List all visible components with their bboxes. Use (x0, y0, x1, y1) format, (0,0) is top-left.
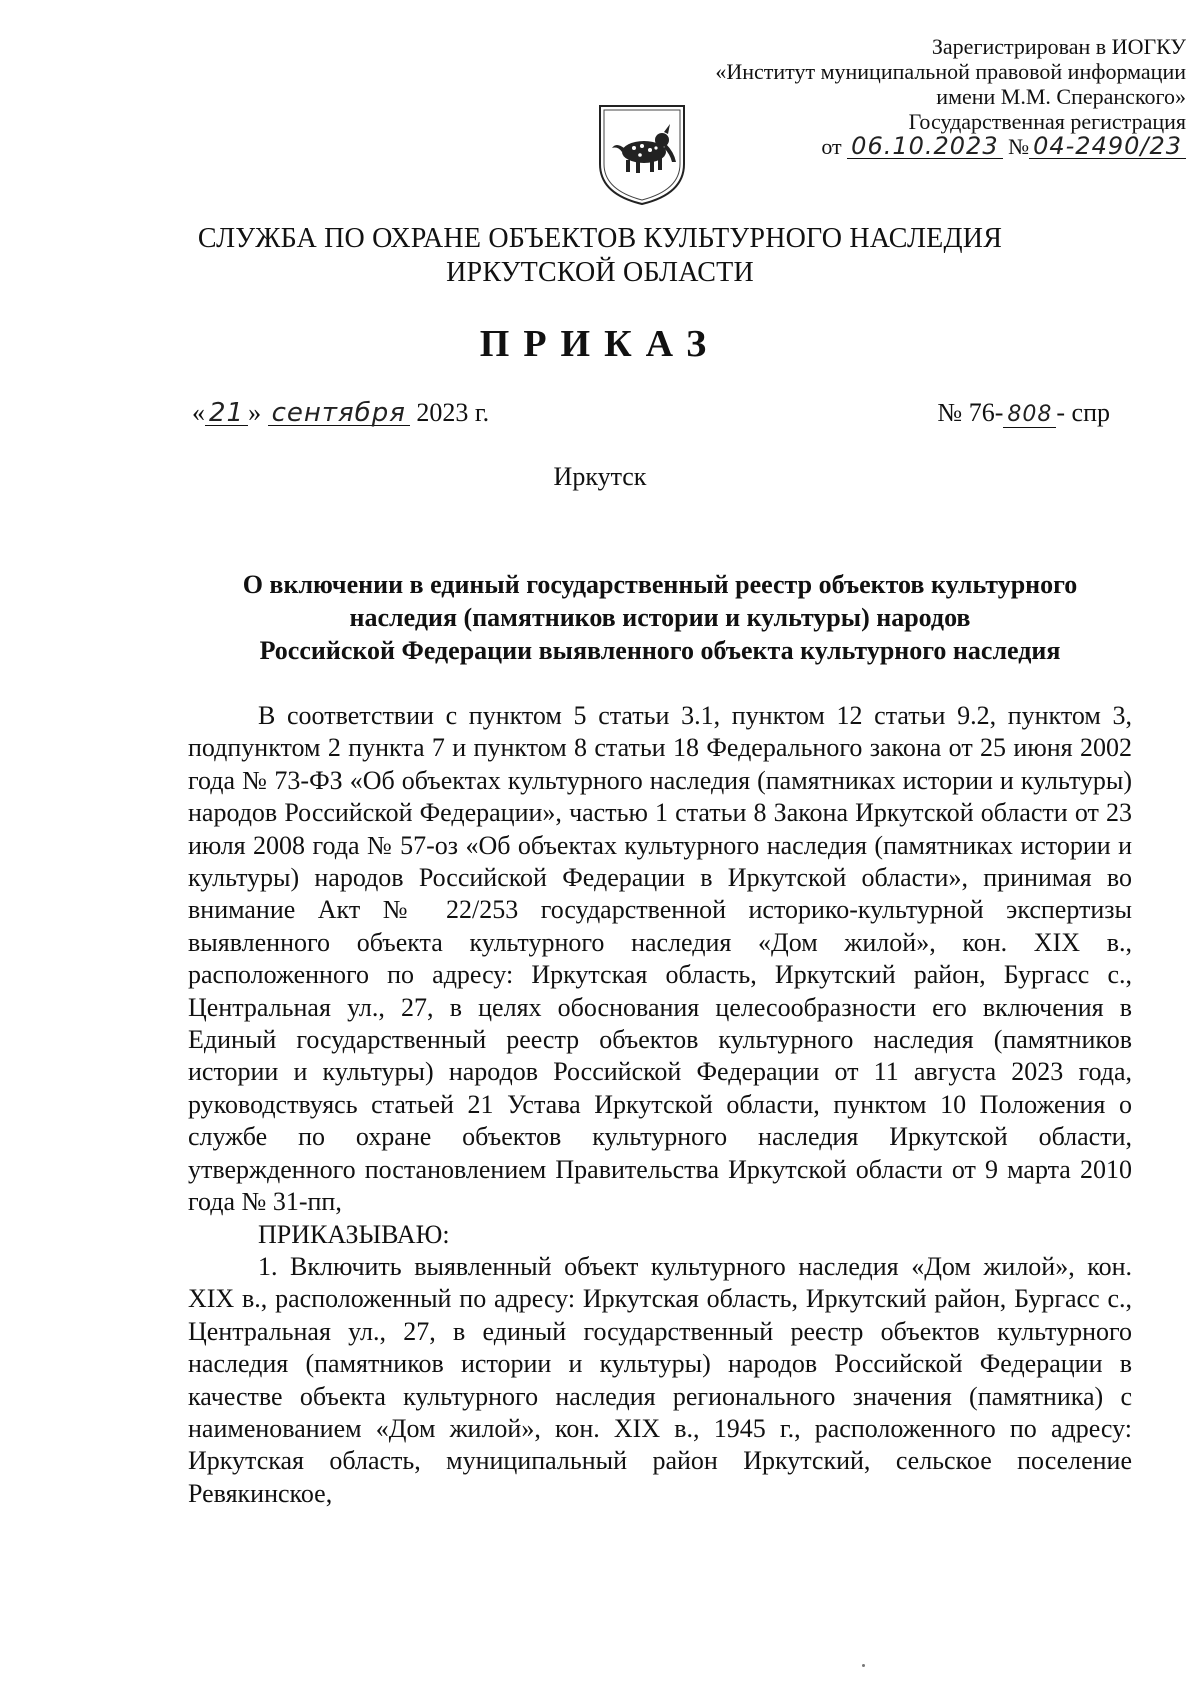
order-title (180, 568, 1140, 667)
order-title-line-2: наследия (памятников истории и культуры) народов (349, 603, 971, 632)
scan-speck (862, 1664, 865, 1667)
order-number-prefix: № 76- (937, 398, 1004, 427)
coat-of-arms-icon (596, 102, 688, 207)
registration-stamp (715, 34, 1186, 159)
registration-line-3: имени М.М. Сперанского» (936, 84, 1186, 109)
order-body (188, 700, 1132, 1510)
body-paragraph-preamble: В соответствии с пунктом 5 статьи 3.1, пунктом 12 статьи 9.2, пунктом 3, подпунктом 2 пункта 7 и пунктом 8 статьи 18 Федерального закона от 25 июня 2002 года № 73-ФЗ «Об объектах культурного наследия (памятниках истории и культуры) народов Российской Федерации», частью 1 статьи 8 Закона Иркутской области от 23 июля 2008 года № 57-оз «Об объектах культурного наследия (памятниках истории и культуры) народов Российской Федерации в Иркутской области», принимая во внимание Акт № 22/253 государственной историко-культурной экспертизы выявленного объекта культурного наследия «Дом жилой», кон. XIX в., расположенного по адресу: Иркутская область, Иркутский район, Бургасс с., Центральная ул., 27, в целях обоснования целесообразности его включения в Единый государственный реестр объектов культурного наследия (памятников истории и культуры) народов Российской Федерации от 11 августа 2023 года, руководствуясь статьей 21 Устава Иркутской области, пунктом 10 Положения о службе по охране объектов культурного наследия Иркутской области, утвержденного постановлением Правительства Иркутской области от 9 марта 2010 года № 31-пп, (188, 701, 1132, 1217)
agency-name (0, 222, 1200, 290)
order-year: 2023 г. (416, 398, 490, 427)
order-date (192, 398, 489, 428)
order-day-handwritten: 21 (205, 401, 248, 426)
order-title-line-3: Российской Федерации выявленного объекта культурного наследия (259, 636, 1061, 665)
order-date-open-quote: « (192, 398, 205, 427)
registration-line-2: «Институт муниципальной правовой информации (715, 59, 1186, 84)
registration-line-1: Зарегистрирован в ИОГКУ (931, 34, 1186, 59)
registration-number-prefix: № (1008, 134, 1030, 159)
order-number (937, 398, 1110, 428)
registration-date-prefix: от (821, 134, 842, 159)
registration-number-handwritten: 04-2490/23 (1029, 134, 1186, 159)
registration-date-handwritten: 06.10.2023 (847, 134, 1002, 159)
order-number-handwritten: 808 (1003, 403, 1056, 428)
agency-name-line-2: ИРКУТСКОЙ ОБЛАСТИ (446, 257, 754, 288)
registration-date-line (715, 134, 1186, 159)
order-month-handwritten: сентября (268, 401, 410, 426)
agency-name-line-1: СЛУЖБА ПО ОХРАНЕ ОБЪЕКТОВ КУЛЬТУРНОГО НАСЛЕДИЯ (197, 223, 1003, 254)
registration-line-4: Государственная регистрация (908, 109, 1186, 134)
document-type-heading: ПРИКАЗ (479, 323, 721, 365)
city-name: Иркутск (553, 462, 647, 491)
body-order-keyword: ПРИКАЗЫВАЮ: (258, 1219, 450, 1249)
order-date-close-quote: » (248, 398, 262, 427)
body-paragraph-item-1: 1. Включить выявленный объект культурного наследия «Дом жилой», кон. XIX в., расположенный по адресу: Иркутская область, Иркутский район, Бургасс с., Центральная ул., 27, в единый государственный реестр объектов культурного наследия (памятников истории и культуры) народов Российской Федерации в качестве объекта культурного наследия регионального значения (памятника) с наименованием «Дом жилой», кон. XIX в., 1945 г., расположенного по адресу: Иркутская область, муниципальный район Иркутский, сельское поселение Ревякинское, (188, 1251, 1132, 1508)
order-title-line-1: О включении в единый государственный реестр объектов культурного (242, 570, 1078, 599)
order-number-suffix: - спр (1056, 398, 1110, 427)
